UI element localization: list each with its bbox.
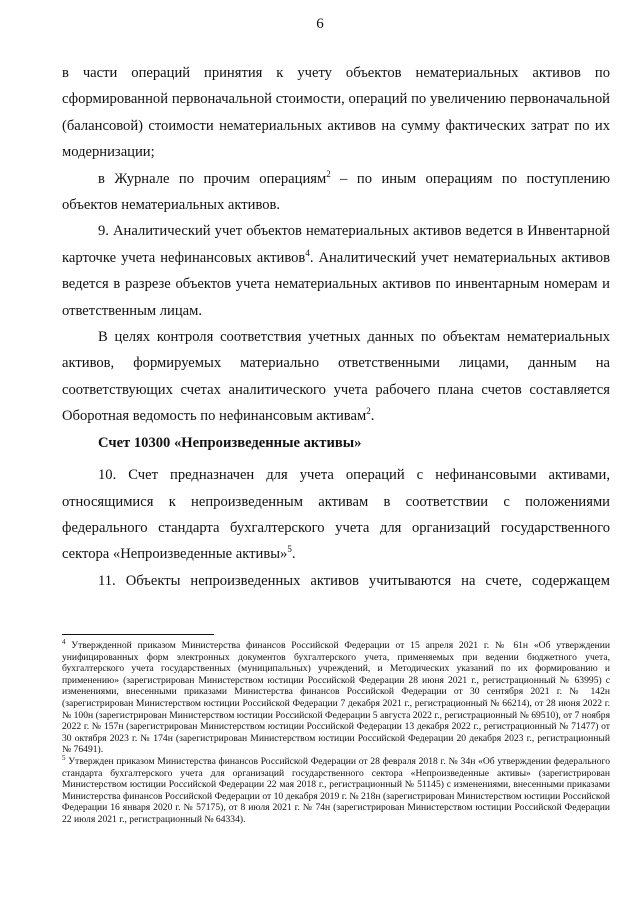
footnote-text: Утвержденной приказом Министерства финансов Российской Федерации от 15 апреля 2021 г. № 61н «Об утверждении унифицированных форм электронных документов бухгалтерского учета, применяемых при ведении бюджетного учета, бухгалтерского учета государственных (муниципальных) учреждений, и Методических указаний по их формированию и применению» (зарегистрирован Министерством юстиции Российской Федерации 28 июня 2021 г., регистрационный № 63995) с изменениями, внесенными приказами Министерства финансов Российской Федерации от 30 сентября 2021 г. № 142н (зарегистрирован Министерством юстиции Российской Федерации 7 декабря 2021 г., регистрационный № 66214), от 28 июня 2022 г. № 100н (зарегистрирован Министерством юстиции Российской Федерации 5 августа 2022 г., регистрационный № 69510), от 7 ноября 2022 г. № 157н (зарегистрирован Министерством юстиции Российской Федерации 13 декабря 2022 г., регистрационный № 71477) от 30 октября 2023 г. № 174н (зарегистрирован Министерством юстиции Российской Федерации 20 декабря 2023 г., регистрационный № 76491).	[62, 640, 610, 756]
section-heading: Счет 10300 «Непроизведенные активы»	[98, 434, 362, 451]
footnote-number: 4	[62, 637, 66, 646]
paragraph-4-text-after: .	[370, 408, 375, 425]
footnote-separator	[62, 634, 214, 635]
paragraph-2-text-after: – по иным операциям по поступлению объектов нематериальных активов.	[62, 170, 610, 214]
paragraph-5	[62, 462, 610, 568]
paragraph-4	[62, 324, 610, 430]
paragraph-6	[62, 568, 610, 594]
paragraph-1-text: в части операций принятия к учету объектов нематериальных активов по сформированной первоначальной стоимости, операций по увеличению первоначальной (балансовой) стоимости нематериальных активов на сумму фактических затрат по их модернизации;	[62, 65, 610, 161]
footnotes	[62, 637, 610, 826]
footnote-ref: 2	[366, 406, 371, 417]
paragraph-1	[62, 60, 610, 166]
page-number: 6	[316, 16, 324, 32]
paragraph-3	[62, 218, 610, 324]
footnote-text: Утвержден приказом Министерства финансов Российской Федерации от 28 февраля 2018 г. № 34н «Об утверждении федерального стандарта бухгалтерского учета для организаций государственного сектора «Непроизведенные активы» (зарегистрирован Министерством юстиции Российской Федерации 22 мая 2018 г., регистрационный № 51145) с изменениями, внесенными приказами Министерства финансов Российской Федерации от 10 декабря 2019 г. № 218н (зарегистрирован Министерством юстиции Российской Федерации 16 января 2020 г. № 57175), от 8 июля 2021 г. № 74н (зарегистрирован Министерством юстиции Российской Федерации 22 июля 2021 г., регистрационный № 64334).	[62, 755, 610, 825]
footnote-ref: 5	[287, 544, 292, 555]
body-text	[62, 60, 610, 594]
paragraph-4-text: В целях контроля соответствия учетных данных по объектам нематериальных активов, формируемых материально ответственными лицами, данным на соответствующих счетах аналитического учета рабочего плана счетов составляется Оборотная ведомость по нефинансовым активам	[62, 329, 610, 425]
footnote-number: 5	[62, 753, 66, 762]
paragraph-2	[62, 166, 610, 219]
paragraph-5-text-after: .	[291, 546, 296, 563]
paragraph-3-text-after: . Аналитический учет нематериальных активов ведется в разрезе объектов учета нематериальных активов по инвентарным номерам и ответственным лицам.	[62, 249, 610, 319]
footnote-ref: 2	[326, 168, 331, 179]
paragraph-2-text: в Журнале по прочим операциям	[98, 170, 327, 187]
footnote-5	[62, 753, 610, 826]
footnote-4	[62, 637, 610, 756]
footnote-ref: 4	[305, 247, 310, 258]
paragraph-6-text: 11. Объекты непроизведенных активов учитываются на счете, содержащем	[98, 572, 610, 589]
paragraph-5-text: 10. Счет предназначен для учета операций с нефинансовыми активами, относящимися к непроизведенным активам в соответствии с положениями федерального стандарта бухгалтерского учета для организаций государственного сектора «Непроизведенные активы»	[62, 467, 610, 563]
paragraph-3-text: 9. Аналитический учет объектов нематериальных активов ведется в Инвентарной карточке учета нефинансовых активов	[62, 223, 610, 266]
